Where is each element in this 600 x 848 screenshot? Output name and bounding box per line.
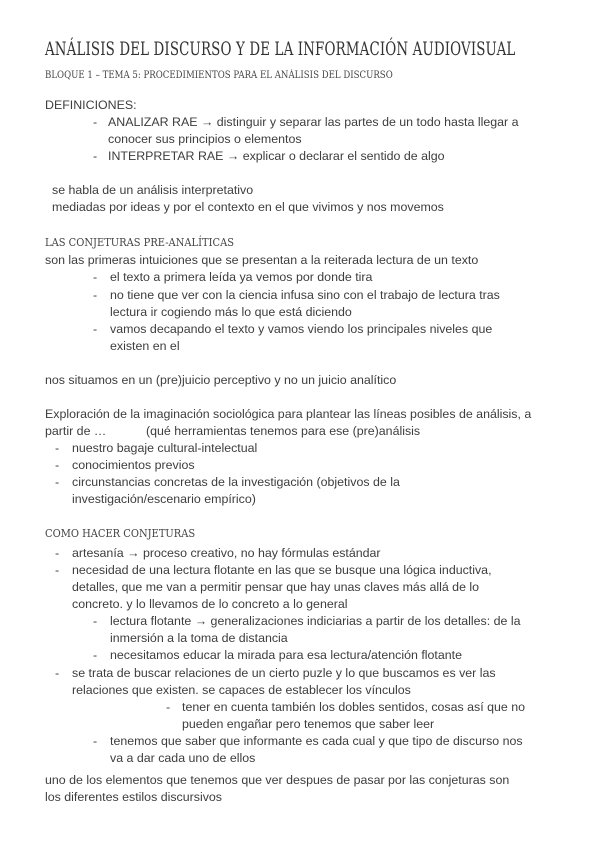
page-title: ANÁLISIS DEL DISCURSO Y DE LA INFORMACIÓN AUDIOVISUAL [45,38,516,60]
bullet-dash: - [93,614,98,628]
intro-line1: se habla de un análisis interpretativo [52,183,254,197]
section-heading-conjeturas: LAS CONJETURAS PRE-ANALÍTICAS [45,236,235,249]
exploracion-item-1: nuestro bagaje cultural-intelectual [72,441,258,455]
bullet-dash: - [166,700,171,714]
conjeturas-item-3-line2: existen en el [110,339,180,353]
conjeturas-lead: son las primeras intuiciones que se presentan a la reiterada lectura de un texto [45,253,479,267]
conjeturas-item-2-line2: lectura ir cogiendo más lo que está diciendo [110,305,352,319]
conjeturas-item-2-line1: no tiene que ver con la ciencia infusa sino con el trabajo de lectura tras [110,288,500,302]
exploracion-line2b: (qué herramientas tenemos para ese (pre)análisis [146,424,421,438]
bullet-dash: - [55,441,60,455]
como-item-3-line1: lectura flotante → generalizaciones indiciarias a partir de los detalles: de la [110,614,521,628]
bullet-dash: - [55,475,60,489]
bullet-dash: - [93,648,98,662]
como-closing-line2: los diferentes estilos discursivos [45,790,222,804]
definicion-analizar-line2: conocer sus principios o elementos [108,132,302,146]
exploracion-item-3-line1: circunstancias concretas de la investigación (objetivos de la [72,475,400,489]
como-item-6-line1: tener en cuenta también los dobles sentidos, cosas así que no [182,700,526,714]
conjeturas-closing: nos situamos en un (pre)juicio perceptivo y no un juicio analítico [45,373,397,387]
page-subtitle: BLOQUE 1 – TEMA 5: PROCEDIMIENTOS PARA EL ANÁLISIS DEL DISCURSO [45,70,393,81]
bullet-dash: - [93,322,98,336]
como-item-5-line2: relaciones que existen. se capaces de establecer los vínculos [72,683,411,697]
section-heading-como: COMO HACER CONJETURAS [45,527,196,540]
bullet-dash: - [93,149,98,163]
como-item-2-line3: concreto. y lo llevamos de lo concreto a lo general [72,597,348,611]
exploracion-line1: Exploración de la imaginación sociológica para plantear las líneas posibles de análisis, a [45,407,532,421]
bullet-dash: - [93,115,98,129]
exploracion-item-2: conocimientos previos [72,458,195,472]
intro-line2: mediadas por ideas y por el contexto en el que vivimos y nos movemos [52,200,444,214]
como-item-6-line2: pueden engañar pero tenemos que saber leer [182,717,435,731]
bullet-dash: - [93,734,98,748]
definiciones-label: DEFINICIONES: [45,98,137,112]
bullet-dash: - [55,546,60,560]
como-item-2-line2: detalles, que me van a permitir pensar que hay unas claves más allá de lo [72,580,480,594]
definicion-interpretar: INTERPRETAR RAE → explicar o declarar el sentido de algo [108,149,445,163]
como-closing-line1: uno de los elementos que tenemos que ver despues de pasar por las conjeturas son [45,773,510,787]
definicion-analizar-line1: ANALIZAR RAE → distinguir y separar las partes de un todo hasta llegar a [108,115,519,129]
bullet-dash: - [93,270,98,284]
bullet-dash: - [93,288,98,302]
como-item-4: necesitamos educar la mirada para esa lectura/atención flotante [110,648,462,662]
como-item-7-line1: tenemos que saber que informante es cada cual y que tipo de discurso nos [110,734,523,748]
bullet-dash: - [55,563,60,577]
conjeturas-item-3-line1: vamos decapando el texto y vamos viendo los principales niveles que [110,322,493,336]
como-item-5-line1: se trata de buscar relaciones de un cierto puzle y lo que buscamos es ver las [72,666,496,680]
como-item-7-line2: va a dar cada uno de ellos [110,751,256,765]
conjeturas-item-1: el texto a primera leída ya vemos por donde tira [110,270,373,284]
bullet-dash: - [55,666,60,680]
exploracion-item-3-line2: investigación/escenario empírico) [72,492,256,506]
como-item-3-line2: inmersión a la toma de distancia [110,631,288,645]
exploracion-line2a: partir de … [45,424,107,438]
como-item-2-line1: necesidad de una lectura flotante en las que se busque una lógica inductiva, [72,563,492,577]
bullet-dash: - [55,458,60,472]
como-item-1: artesanía → proceso creativo, no hay fórmulas estándar [72,546,381,560]
